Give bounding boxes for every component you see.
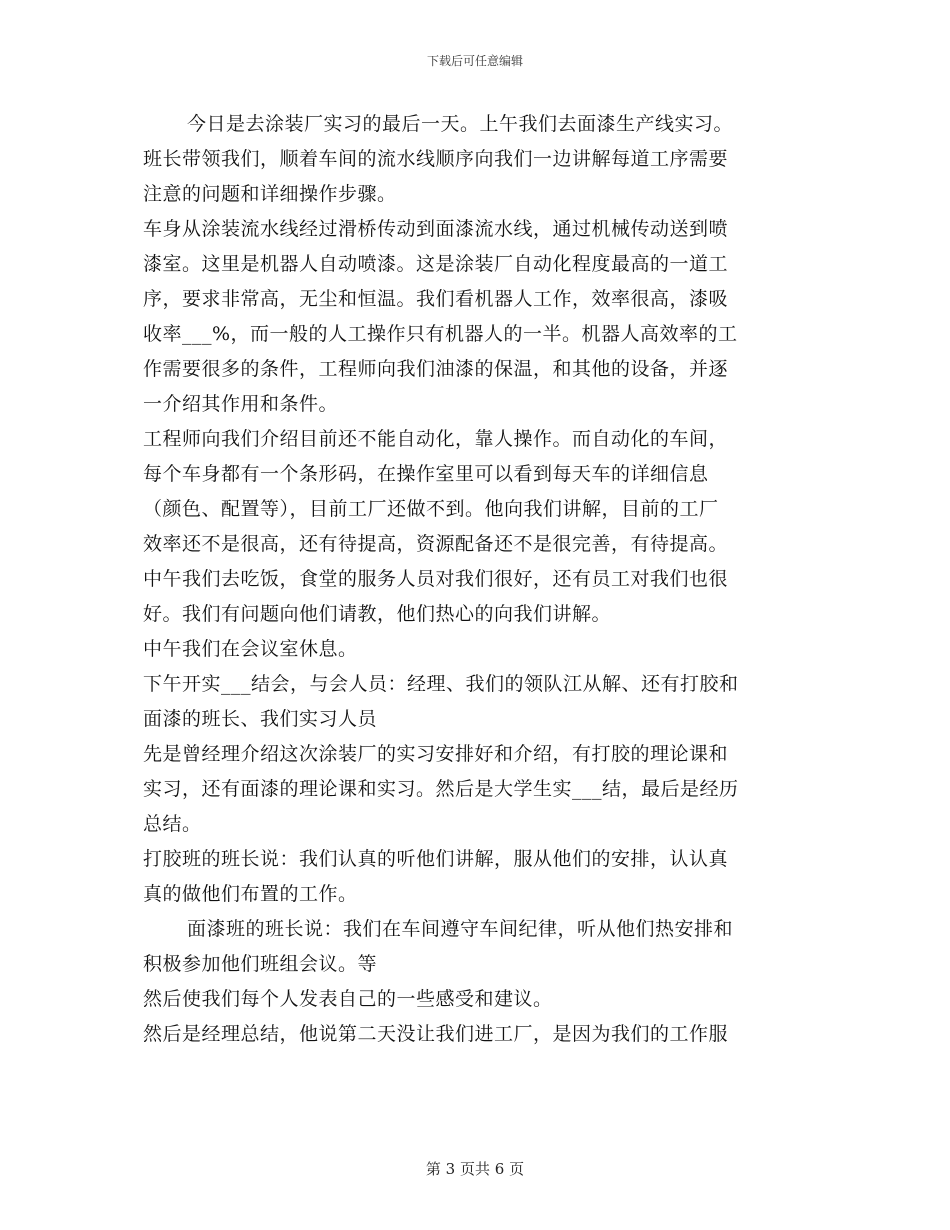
text-line: 面漆的班长、我们实习人员 xyxy=(143,708,378,730)
text-line: 车身从涂装流水线经过滑桥传动到面漆流水线，通过机械传动送到喷 xyxy=(143,218,729,240)
text-line: 下午开实___结会，与会人员：经理、我们的领队江从解、还有打胶和 xyxy=(143,673,739,695)
text-line: 打胶班的班长说：我们认真的听他们讲解，服从他们的安排，认认真 xyxy=(143,848,729,870)
text-line: 然后使我们每个人发表自己的一些感受和建议。 xyxy=(143,988,553,1010)
document-body xyxy=(143,107,803,1127)
text-line: 积极参加他们班组会议。等 xyxy=(143,953,378,975)
text-line: 总结。 xyxy=(143,813,202,835)
text-line: 面漆班的班长说：我们在车间遵守车间纪律，听从他们热安排和 xyxy=(187,918,734,940)
text-line: 先是曾经理介绍这次涂装厂的实习安排好和介绍，有打胶的理论课和 xyxy=(143,743,729,765)
text-line: 漆室。这里是机器人自动喷漆。这是涂装厂自动化程度最高的一道工 xyxy=(143,253,729,275)
text-line: 收率___%，而一般的人工操作只有机器人的一半。机器人高效率的工 xyxy=(143,323,738,345)
text-line: 然后是经理总结，他说第二天没让我们进工厂，是因为我们的工作服 xyxy=(143,1023,729,1045)
text-line: 班长带领我们，顺着车间的流水线顺序向我们一边讲解每道工序需要 xyxy=(143,148,729,170)
text-line: 序，要求非常高，无尘和恒温。我们看机器人工作，效率很高，漆吸 xyxy=(143,288,729,310)
page-header-note: 下载后可任意编辑 xyxy=(426,54,523,68)
text-line: 真的做他们布置的工作。 xyxy=(143,883,358,905)
text-line: 每个车身都有一个条形码，在操作室里可以看到每天车的详细信息 xyxy=(143,463,709,485)
text-line: 工程师向我们介绍目前还不能自动化，靠人操作。而自动化的车间， xyxy=(143,428,729,450)
text-line: 今日是去涂装厂实习的最后一天。上午我们去面漆生产线实习。 xyxy=(187,113,734,135)
page-number: 第 3 页共 6 页 xyxy=(425,1160,525,1178)
text-line: 一介绍其作用和条件。 xyxy=(143,393,339,415)
text-line: 注意的问题和详细操作步骤。 xyxy=(143,183,397,205)
text-line: 中午我们去吃饭，食堂的服务人员对我们很好，还有员工对我们也很 xyxy=(143,568,729,590)
text-line: 实习，还有面漆的理论课和实习。然后是大学生实___结，最后是经历 xyxy=(143,778,739,800)
text-line: 中午我们在会议室休息。 xyxy=(143,638,358,660)
text-line: 作需要很多的条件，工程师向我们油漆的保温，和其他的设备，并逐 xyxy=(143,358,729,380)
text-line: （颜色、配置等），目前工厂还做不到。他向我们讲解，目前的工厂 xyxy=(143,498,719,520)
text-line: 好。我们有问题向他们请教，他们热心的向我们讲解。 xyxy=(143,603,612,625)
text-line: 效率还不是很高，还有待提高，资源配备还不是很完善，有待提高。 xyxy=(143,533,729,555)
